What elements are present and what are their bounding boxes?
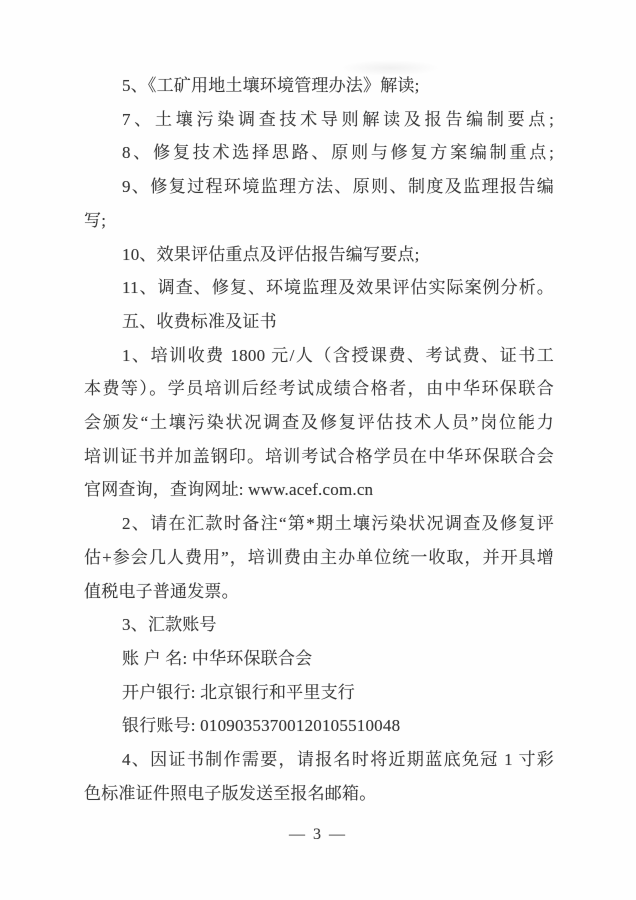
page-number: — 3 — [289, 826, 347, 843]
doc-line-item-11: 11、调查、修复、环境监理及效果评估实际案例分析。 [122, 278, 554, 298]
doc-line-item-7: 7、土壤污染调查技术导则解读及报告编制要点; [122, 109, 554, 129]
doc-line-item-10: 10、效果评估重点及评估报告编写要点; [122, 244, 420, 264]
doc-line-account-number: 银行账号: 01090353700120105510048 [122, 716, 401, 736]
doc-line-remit-note-cont2: 值税电子普通发票。 [84, 581, 239, 601]
doc-line-item-8: 8、修复技术选择思路、原则与修复方案编制重点; [122, 143, 554, 163]
doc-line-item-9-cont: 写; [84, 210, 107, 230]
doc-line-bank-name: 开户银行: 北京银行和平里支行 [122, 682, 355, 702]
doc-line-fee-1-cont2: 会颁发“土壤污染状况调查及修复评估技术人员”岗位能力 [84, 413, 554, 433]
doc-line-fee-1-cont3: 培训证书并加盖钢印。培训考试合格学员在中华环保联合会 [84, 446, 554, 466]
doc-line-fee-1-cont1: 本费等）。学员培训后经考试成绩合格者，由中华环保联合 [84, 379, 554, 399]
doc-line-remit-account: 3、汇款账号 [122, 615, 217, 635]
doc-line-account-name: 账 户 名: 中华环保联合会 [122, 648, 313, 668]
doc-line-item-5: 5、《工矿用地土壤环境管理办法》解读; [122, 76, 420, 95]
doc-line-photo-note-cont: 色标准证件照电子版发送至报名邮箱。 [84, 783, 377, 803]
doc-line-photo-note: 4、因证书制作需要，请报名时将近期蓝底免冠 1 寸彩 [122, 750, 554, 770]
doc-line-remit-note-cont1: 估+参会几人费用”，培训费由主办单位统一收取，并开具增 [84, 547, 554, 567]
doc-line-website: 官网查询，查询网址: www.acef.com.cn [84, 480, 374, 500]
document-body [84, 69, 554, 810]
doc-heading-section-5: 五、收费标准及证书 [122, 311, 277, 331]
doc-line-item-9: 9、修复过程环境监理方法、原则、制度及监理报告编 [122, 177, 554, 197]
doc-line-remit-note: 2、请在汇款时备注“第*期土壤污染状况调查及修复评 [122, 514, 554, 534]
doc-line-fee-1: 1、培训收费 1800 元/人（含授课费、考试费、证书工 [122, 345, 554, 365]
